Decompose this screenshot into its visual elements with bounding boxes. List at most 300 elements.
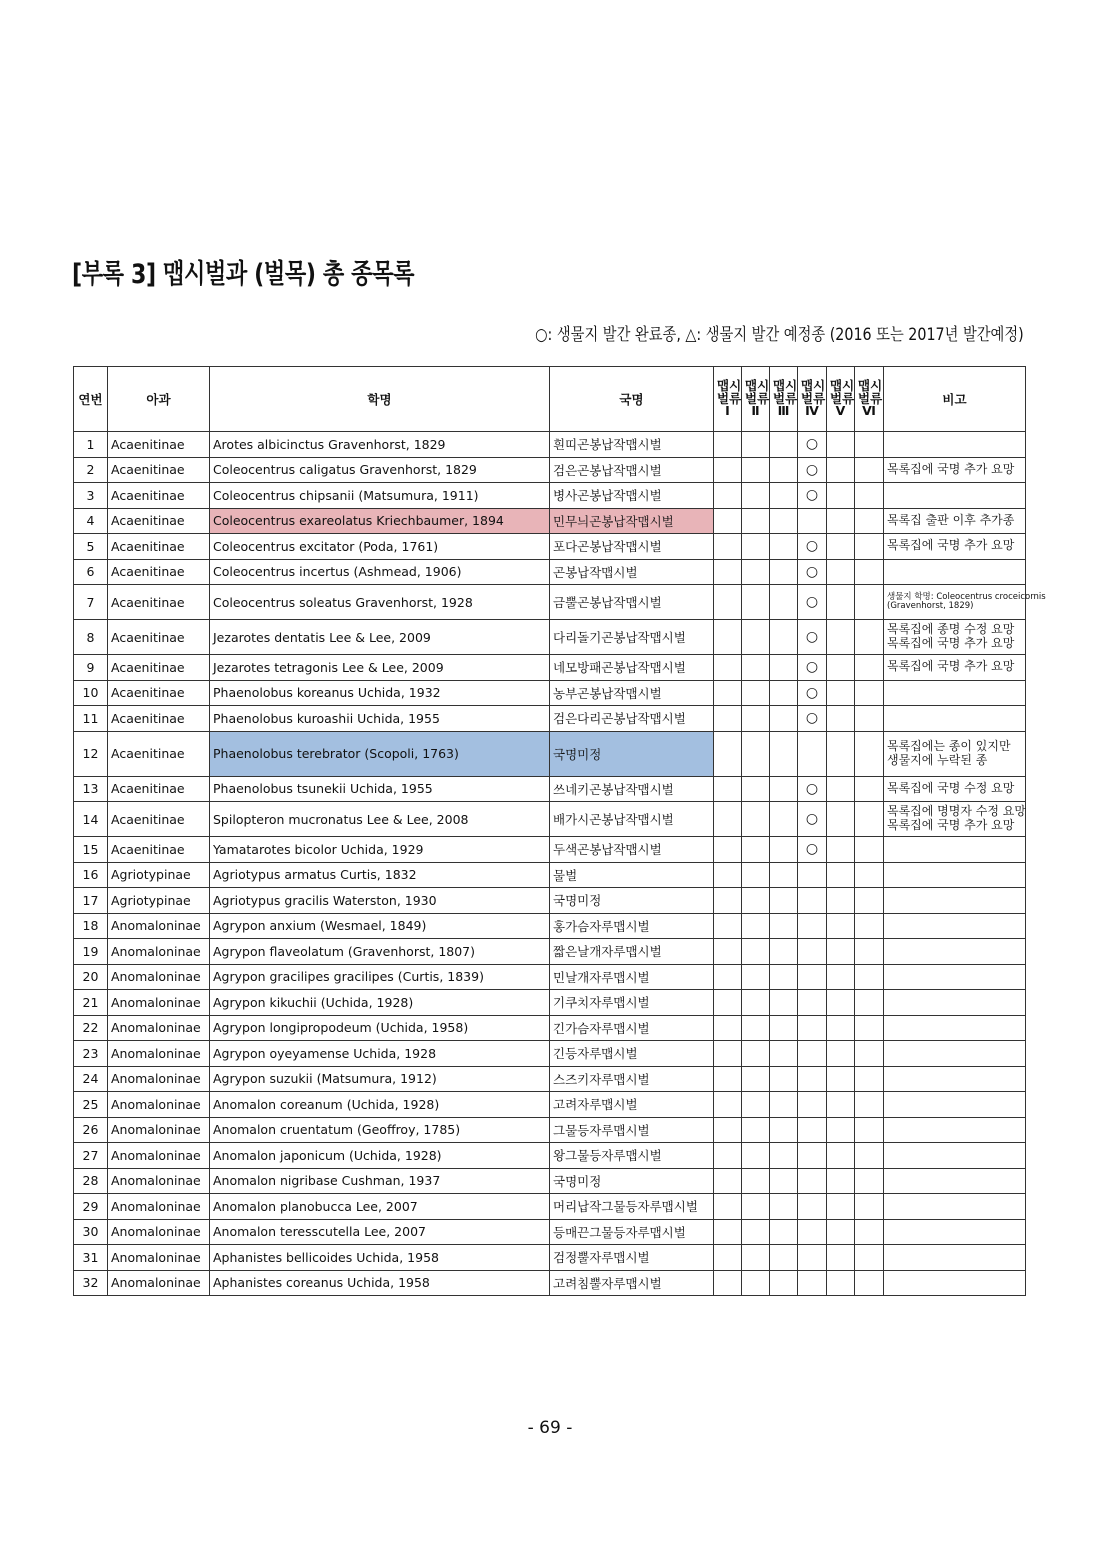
note-line: 목록집 출판 이후 추가종 [887, 512, 1015, 527]
status-mark-group-3 [770, 731, 798, 776]
status-mark-group-5 [827, 585, 855, 620]
row-number: 7 [74, 585, 108, 620]
table-row [74, 457, 1026, 483]
status-mark-group-3 [770, 1245, 798, 1271]
status-mark-group-5 [827, 1041, 855, 1067]
status-mark-group-6 [855, 913, 884, 939]
table-row [74, 585, 1026, 620]
status-mark-group-1 [714, 1219, 742, 1245]
scientific-name-cell: Anomalon nigribase Cushman, 1937 [210, 1168, 550, 1194]
row-number: 19 [74, 939, 108, 965]
table-row [74, 939, 1026, 965]
status-mark-group-3 [770, 888, 798, 914]
status-mark-group-1 [714, 964, 742, 990]
status-mark-group-6 [855, 1066, 884, 1092]
status-mark-group-2 [742, 731, 770, 776]
scientific-name-cell: Yamatarotes bicolor Uchida, 1929 [210, 837, 550, 863]
scientific-name-cell: Jezarotes dentatis Lee & Lee, 2009 [210, 620, 550, 655]
korean-name-cell: 긴가슴자루맵시벌 [550, 1015, 714, 1041]
subfamily-cell: Acaenitinae [108, 585, 210, 620]
note-cell [884, 483, 1026, 509]
status-mark-group-4 [798, 1219, 827, 1245]
status-mark-group-6 [855, 1117, 884, 1143]
status-mark-group-1 [714, 457, 742, 483]
scientific-name-cell: Agrypon longipropodeum (Uchida, 1958) [210, 1015, 550, 1041]
table-row [74, 620, 1026, 655]
status-mark-group-6 [855, 432, 884, 458]
status-mark-group-4 [798, 1066, 827, 1092]
table-row [74, 1015, 1026, 1041]
status-mark-group-3 [770, 680, 798, 706]
note-line: 목록집에 국명 추가 요망 [887, 636, 1015, 650]
row-number: 28 [74, 1168, 108, 1194]
note-cell [884, 620, 1026, 655]
status-mark-group-6 [855, 457, 884, 483]
row-number: 29 [74, 1194, 108, 1220]
status-mark-group-6 [855, 1270, 884, 1296]
subfamily-cell: Anomaloninae [108, 1270, 210, 1296]
korean-name-cell: 국명미정 [550, 1168, 714, 1194]
korean-name-cell: 쓰네키곤봉납작맵시벌 [550, 776, 714, 802]
status-mark-group-3 [770, 837, 798, 863]
status-mark-group-4: ○ [798, 802, 827, 837]
status-mark-group-1 [714, 802, 742, 837]
status-mark-group-2 [742, 585, 770, 620]
note-cell [884, 888, 1026, 914]
status-mark-group-3 [770, 1117, 798, 1143]
status-mark-group-5 [827, 680, 855, 706]
subfamily-cell: Anomaloninae [108, 939, 210, 965]
status-mark-group-5 [827, 888, 855, 914]
status-mark-group-1 [714, 939, 742, 965]
note-cell [884, 913, 1026, 939]
status-mark-group-3 [770, 990, 798, 1016]
row-number: 13 [74, 776, 108, 802]
status-mark-group-1 [714, 1117, 742, 1143]
table-row [74, 534, 1026, 560]
status-mark-group-5 [827, 620, 855, 655]
header-group-1: 맵시 벌류 Ⅰ [714, 367, 742, 432]
note-cell [884, 990, 1026, 1016]
note-line: 목록집에 국명 추가 요망 [887, 538, 1015, 553]
note-cell [884, 585, 1046, 620]
subfamily-cell: Anomaloninae [108, 1245, 210, 1271]
note-cell [884, 1015, 1026, 1041]
note-line: 목록집에는 종이 있지만 [887, 738, 1011, 753]
status-mark-group-4: ○ [798, 620, 827, 655]
status-mark-group-2 [742, 1168, 770, 1194]
scientific-name-cell: Agrypon flaveolatum (Gravenhorst, 1807) [210, 939, 550, 965]
status-mark-group-1 [714, 731, 742, 776]
status-mark-group-6 [855, 534, 884, 560]
status-mark-group-5 [827, 1245, 855, 1271]
header-korean-name: 국명 [550, 367, 714, 432]
status-mark-group-6 [855, 776, 884, 802]
subfamily-cell: Anomaloninae [108, 1041, 210, 1067]
scientific-name-cell: Coleocentrus caligatus Gravenhorst, 1829 [210, 457, 550, 483]
table-header-row [74, 367, 1026, 432]
status-mark-group-4: ○ [798, 534, 827, 560]
table-row [74, 776, 1026, 802]
status-mark-group-3 [770, 964, 798, 990]
status-mark-group-2 [742, 964, 770, 990]
status-mark-group-2 [742, 1066, 770, 1092]
status-mark-group-6 [855, 1168, 884, 1194]
status-mark-group-1 [714, 913, 742, 939]
status-mark-group-5 [827, 862, 855, 888]
note-cell [884, 837, 1026, 863]
korean-name-cell: 검은곤봉납작맵시벌 [550, 457, 714, 483]
scientific-name-cell: Agrypon oyeyamense Uchida, 1928 [210, 1041, 550, 1067]
subfamily-cell: Acaenitinae [108, 483, 210, 509]
note-cell [884, 1143, 1026, 1169]
status-mark-group-4: ○ [798, 559, 827, 585]
status-mark-group-6 [855, 939, 884, 965]
status-mark-group-4 [798, 1168, 827, 1194]
status-mark-group-3 [770, 1015, 798, 1041]
row-number: 11 [74, 706, 108, 732]
status-mark-group-1 [714, 559, 742, 585]
note-cell [884, 939, 1026, 965]
status-mark-group-4: ○ [798, 776, 827, 802]
status-mark-group-5 [827, 1143, 855, 1169]
status-mark-group-4 [798, 862, 827, 888]
status-mark-group-4 [798, 1041, 827, 1067]
status-mark-group-2 [742, 1041, 770, 1067]
korean-name-cell: 흰띠곤봉납작맵시벌 [550, 432, 714, 458]
status-mark-group-3 [770, 706, 798, 732]
status-mark-group-5 [827, 655, 855, 681]
status-mark-group-1 [714, 1245, 742, 1271]
status-mark-group-3 [770, 1092, 798, 1118]
note-cell [884, 731, 1026, 776]
subfamily-cell: Anomaloninae [108, 913, 210, 939]
subfamily-cell: Acaenitinae [108, 776, 210, 802]
table-row [74, 655, 1026, 681]
status-mark-group-3 [770, 483, 798, 509]
subfamily-cell: Anomaloninae [108, 964, 210, 990]
table-row [74, 680, 1026, 706]
note-cell [884, 1245, 1026, 1271]
status-mark-group-1 [714, 483, 742, 509]
korean-name-cell: 병사곤봉납작맵시벌 [550, 483, 714, 509]
status-mark-group-1 [714, 1092, 742, 1118]
korean-name-cell: 검정뿔자루맵시벌 [550, 1245, 714, 1271]
scientific-name-cell: Anomalon teresscutella Lee, 2007 [210, 1219, 550, 1245]
header-no: 연번 [74, 367, 108, 432]
row-number: 23 [74, 1041, 108, 1067]
scientific-name-cell: Agrypon kikuchii (Uchida, 1928) [210, 990, 550, 1016]
table-row [74, 1219, 1026, 1245]
header-group-4: 맵시 벌류 Ⅳ [798, 367, 827, 432]
row-number: 30 [74, 1219, 108, 1245]
status-mark-group-5 [827, 559, 855, 585]
subfamily-cell: Anomaloninae [108, 1015, 210, 1041]
status-mark-group-2 [742, 457, 770, 483]
legend-text: ○: 생물지 발간 완료종, △: 생물지 발간 예정종 (2016 또는 2017년 발간예정) [535, 325, 1024, 345]
header-group-6: 맵시 벌류 Ⅵ [855, 367, 884, 432]
subfamily-cell: Acaenitinae [108, 559, 210, 585]
status-mark-group-6 [855, 680, 884, 706]
row-number: 17 [74, 888, 108, 914]
status-mark-group-2 [742, 939, 770, 965]
table-row [74, 888, 1026, 914]
status-mark-group-6 [855, 990, 884, 1016]
note-line: (Gravenhorst, 1829) [887, 601, 974, 611]
subfamily-cell: Acaenitinae [108, 620, 210, 655]
korean-name-cell: 다리돌기곤봉납작맵시벌 [550, 620, 714, 655]
scientific-name-cell: Anomalon planobucca Lee, 2007 [210, 1194, 550, 1220]
scientific-name-cell: Agrypon gracilipes gracilipes (Curtis, 1839) [210, 964, 550, 990]
subfamily-cell: Agriotypinae [108, 862, 210, 888]
korean-name-cell: 곤봉납작맵시벌 [550, 559, 714, 585]
status-mark-group-5 [827, 1270, 855, 1296]
scientific-name-cell: Aphanistes coreanus Uchida, 1958 [210, 1270, 550, 1296]
status-mark-group-2 [742, 1245, 770, 1271]
header-scientific-name: 학명 [210, 367, 550, 432]
korean-name-cell: 긴등자루맵시벌 [550, 1041, 714, 1067]
status-mark-group-1 [714, 990, 742, 1016]
status-mark-group-3 [770, 457, 798, 483]
scientific-name-cell: Coleocentrus soleatus Gravenhorst, 1928 [210, 585, 550, 620]
scientific-name-cell: Anomalon coreanum (Uchida, 1928) [210, 1092, 550, 1118]
row-number: 18 [74, 913, 108, 939]
scientific-name-cell: Anomalon cruentatum (Geoffroy, 1785) [210, 1117, 550, 1143]
table-row [74, 1041, 1026, 1067]
page-number: - 69 - [527, 1418, 573, 1438]
row-number: 5 [74, 534, 108, 560]
status-mark-group-1 [714, 1270, 742, 1296]
table-row [74, 508, 1026, 534]
table-row [74, 862, 1026, 888]
status-mark-group-1 [714, 1015, 742, 1041]
status-mark-group-3 [770, 585, 798, 620]
species-table [73, 366, 1046, 1296]
header-subfamily: 아과 [108, 367, 210, 432]
status-mark-group-4 [798, 1194, 827, 1220]
subfamily-cell: Acaenitinae [108, 432, 210, 458]
note-line: 목록집에 국명 수정 요망 [887, 780, 1015, 795]
table-row [74, 1194, 1026, 1220]
note-line: 생물지 학명: Coleocentrus croceicornis [887, 591, 1046, 602]
status-mark-group-6 [855, 1041, 884, 1067]
row-number: 4 [74, 508, 108, 534]
status-mark-group-3 [770, 1143, 798, 1169]
status-mark-group-5 [827, 1092, 855, 1118]
row-number: 24 [74, 1066, 108, 1092]
korean-name-cell: 국명미정 [550, 888, 714, 914]
row-number: 15 [74, 837, 108, 863]
row-number: 10 [74, 680, 108, 706]
note-line: 목록집에 종명 수정 요망 [887, 622, 1015, 637]
subfamily-cell: Anomaloninae [108, 1092, 210, 1118]
status-mark-group-4: ○ [798, 655, 827, 681]
row-number: 27 [74, 1143, 108, 1169]
korean-name-cell: 그물등자루맵시벌 [550, 1117, 714, 1143]
scientific-name-cell: Agriotypus gracilis Waterston, 1930 [210, 888, 550, 914]
subfamily-cell: Anomaloninae [108, 990, 210, 1016]
status-mark-group-2 [742, 508, 770, 534]
status-mark-group-3 [770, 508, 798, 534]
status-mark-group-1 [714, 432, 742, 458]
status-mark-group-1 [714, 888, 742, 914]
status-mark-group-4 [798, 1117, 827, 1143]
korean-name-cell: 금뿔곤봉납작맵시벌 [550, 585, 714, 620]
subfamily-cell: Acaenitinae [108, 706, 210, 732]
status-mark-group-4 [798, 1092, 827, 1118]
status-mark-group-5 [827, 1168, 855, 1194]
note-cell [884, 964, 1026, 990]
table-row [74, 802, 1026, 837]
row-number: 14 [74, 802, 108, 837]
status-mark-group-2 [742, 1270, 770, 1296]
status-mark-group-3 [770, 1066, 798, 1092]
status-mark-group-2 [742, 913, 770, 939]
status-mark-group-4: ○ [798, 706, 827, 732]
status-mark-group-1 [714, 534, 742, 560]
row-number: 21 [74, 990, 108, 1016]
note-cell [884, 1270, 1026, 1296]
status-mark-group-2 [742, 862, 770, 888]
subfamily-cell: Acaenitinae [108, 534, 210, 560]
status-mark-group-4 [798, 913, 827, 939]
scientific-name-cell: Phaenolobus tsunekii Uchida, 1955 [210, 776, 550, 802]
page-title: [부록 3] 맵시벌과 (벌목) 총 종목록 [72, 259, 415, 290]
status-mark-group-1 [714, 1168, 742, 1194]
status-mark-group-5 [827, 534, 855, 560]
status-mark-group-5 [827, 706, 855, 732]
status-mark-group-4 [798, 888, 827, 914]
korean-name-cell: 물벌 [550, 862, 714, 888]
korean-name-cell: 배가시곤봉납작맵시벌 [550, 802, 714, 837]
status-mark-group-2 [742, 620, 770, 655]
korean-name-cell: 민무늬곤봉납작맵시벌 [550, 508, 714, 534]
status-mark-group-3 [770, 559, 798, 585]
note-cell [884, 1041, 1026, 1067]
status-mark-group-2 [742, 837, 770, 863]
row-number: 25 [74, 1092, 108, 1118]
korean-name-cell: 등매끈그물등자루맵시벌 [550, 1219, 714, 1245]
row-number: 12 [74, 731, 108, 776]
status-mark-group-1 [714, 655, 742, 681]
table-row [74, 731, 1026, 776]
status-mark-group-6 [855, 585, 884, 620]
header-group-5: 맵시 벌류 Ⅴ [827, 367, 855, 432]
table-row [74, 432, 1026, 458]
status-mark-group-4: ○ [798, 457, 827, 483]
status-mark-group-2 [742, 888, 770, 914]
scientific-name-cell: Agrypon suzukii (Matsumura, 1912) [210, 1066, 550, 1092]
scientific-name-cell: Phaenolobus koreanus Uchida, 1932 [210, 680, 550, 706]
status-mark-group-5 [827, 432, 855, 458]
row-number: 3 [74, 483, 108, 509]
note-cell [884, 1194, 1026, 1220]
status-mark-group-5 [827, 1219, 855, 1245]
scientific-name-cell: Coleocentrus excitator (Poda, 1761) [210, 534, 550, 560]
status-mark-group-5 [827, 964, 855, 990]
status-mark-group-6 [855, 1092, 884, 1118]
status-mark-group-6 [855, 888, 884, 914]
korean-name-cell: 고려침뿔자루맵시벌 [550, 1270, 714, 1296]
scientific-name-cell: Jezarotes tetragonis Lee & Lee, 2009 [210, 655, 550, 681]
korean-name-cell: 스즈키자루맵시벌 [550, 1066, 714, 1092]
note-cell [884, 1219, 1026, 1245]
subfamily-cell: Acaenitinae [108, 680, 210, 706]
status-mark-group-2 [742, 432, 770, 458]
table-row [74, 1117, 1026, 1143]
scientific-name-cell: Agrypon anxium (Wesmael, 1849) [210, 913, 550, 939]
note-cell [884, 655, 1026, 681]
status-mark-group-6 [855, 1245, 884, 1271]
status-mark-group-2 [742, 776, 770, 802]
korean-name-cell: 검은다리곤봉납작맵시벌 [550, 706, 714, 732]
scientific-name-cell: Phaenolobus terebrator (Scopoli, 1763) [210, 731, 550, 776]
table-row [74, 964, 1026, 990]
status-mark-group-4: ○ [798, 483, 827, 509]
status-mark-group-6 [855, 1015, 884, 1041]
note-cell [884, 432, 1026, 458]
status-mark-group-5 [827, 1015, 855, 1041]
korean-name-cell: 홍가슴자루맵시벌 [550, 913, 714, 939]
status-mark-group-1 [714, 508, 742, 534]
row-number: 16 [74, 862, 108, 888]
note-cell [884, 862, 1026, 888]
subfamily-cell: Anomaloninae [108, 1066, 210, 1092]
subfamily-cell: Anomaloninae [108, 1117, 210, 1143]
status-mark-group-5 [827, 939, 855, 965]
status-mark-group-2 [742, 706, 770, 732]
status-mark-group-6 [855, 837, 884, 863]
status-mark-group-3 [770, 862, 798, 888]
subfamily-cell: Acaenitinae [108, 731, 210, 776]
korean-name-cell: 왕그물등자루맵시벌 [550, 1143, 714, 1169]
table-row [74, 1066, 1026, 1092]
status-mark-group-3 [770, 939, 798, 965]
scientific-name-cell: Agriotypus armatus Curtis, 1832 [210, 862, 550, 888]
note-cell [884, 1066, 1026, 1092]
status-mark-group-2 [742, 559, 770, 585]
status-mark-group-4 [798, 964, 827, 990]
status-mark-group-6 [855, 964, 884, 990]
table-row [74, 1092, 1026, 1118]
row-number: 6 [74, 559, 108, 585]
subfamily-cell: Acaenitinae [108, 508, 210, 534]
korean-name-cell: 기쿠치자루맵시벌 [550, 990, 714, 1016]
scientific-name-cell: Anomalon japonicum (Uchida, 1928) [210, 1143, 550, 1169]
korean-name-cell: 머리납작그물등자루맵시벌 [550, 1194, 714, 1220]
status-mark-group-4: ○ [798, 837, 827, 863]
subfamily-cell: Acaenitinae [108, 655, 210, 681]
status-mark-group-1 [714, 706, 742, 732]
status-mark-group-4: ○ [798, 680, 827, 706]
korean-name-cell: 두색곤봉납작맵시벌 [550, 837, 714, 863]
note-line: 목록집에 국명 추가 요망 [887, 818, 1015, 832]
table-row [74, 1143, 1026, 1169]
note-cell [884, 1092, 1026, 1118]
korean-name-cell: 네모방패곤봉납작맵시벌 [550, 655, 714, 681]
scientific-name-cell: Spilopteron mucronatus Lee & Lee, 2008 [210, 802, 550, 837]
row-number: 20 [74, 964, 108, 990]
subfamily-cell: Acaenitinae [108, 802, 210, 837]
status-mark-group-3 [770, 1219, 798, 1245]
status-mark-group-5 [827, 457, 855, 483]
status-mark-group-6 [855, 706, 884, 732]
status-mark-group-3 [770, 913, 798, 939]
korean-name-cell: 민날개자루맵시벌 [550, 964, 714, 990]
status-mark-group-4 [798, 1143, 827, 1169]
table-row [74, 913, 1026, 939]
status-mark-group-4 [798, 1245, 827, 1271]
